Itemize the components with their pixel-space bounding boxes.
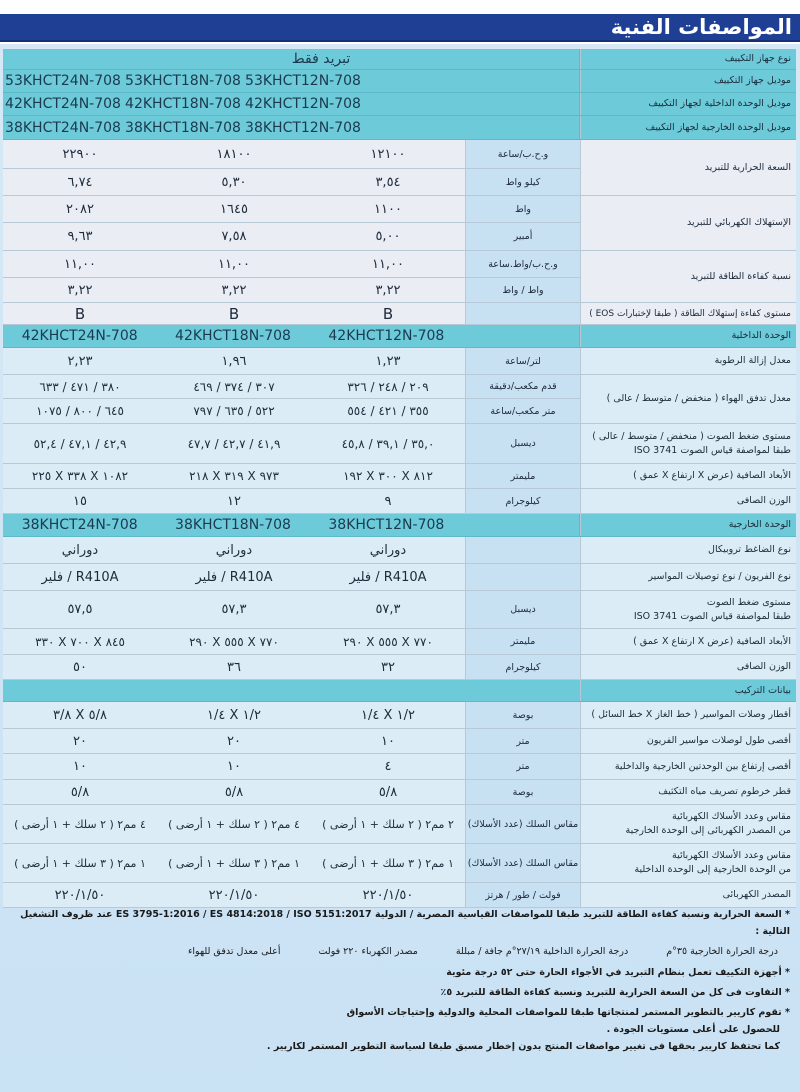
value-cell: ٥٧,٣ — [221, 602, 247, 617]
model-value: 42KHCT18N-708 — [175, 328, 291, 344]
row-label-line: مقاس وعدد الأسلاك الكهربائية — [672, 811, 791, 822]
value-cell: ٣٥,٠ / ٣٩,١ / ٤٥,٨ — [341, 436, 435, 451]
value-cell: ٦,٧٤ — [67, 174, 93, 190]
installation-section-header — [3, 680, 796, 702]
energy-grade: B — [228, 304, 240, 323]
airflow-group — [3, 375, 796, 424]
row-label: أقطار وصلات المواسير ( خط الغاز X خط السائل ) — [580, 702, 796, 728]
value-cell: ٥٢٢ / ٦٣٥ / ٧٩٧ — [193, 404, 275, 418]
value-cell: ٢٠٨٢ — [66, 201, 94, 217]
outdoor-dimensions-row — [3, 629, 796, 655]
value-cell: ٩٧٣ X ٣١٩ X ٢١٨ — [189, 469, 279, 483]
value-cell: ٤ — [384, 759, 392, 774]
value-cell: ١,٩٦ — [221, 353, 247, 369]
row-label: أقصى إرتفاع بين الوحدتين الخارجية والداخلية — [580, 754, 796, 779]
max-length-row — [3, 729, 796, 754]
unit-label: و.ح.ب/واط.ساعة — [465, 251, 580, 277]
row-label: الوزن الصافى — [580, 655, 796, 679]
type-value: تبريد فقط — [291, 51, 351, 67]
model-value: 38KHCT18N-708 — [125, 119, 241, 136]
value-cell: ٤ مم٢ ( ٢ سلك + ١ أرضى ) — [14, 817, 146, 831]
energy-grade: B — [382, 304, 394, 323]
value-cell: ٢٠ — [227, 733, 241, 749]
row-label: السعة الحرارية للتبريد — [580, 140, 796, 195]
unit-label — [465, 303, 580, 324]
row-label: موديل جهاز التكييف — [580, 70, 796, 92]
model-value: 42KHCT24N-708 — [21, 328, 138, 344]
model-value: 42KHCT18N-708 — [125, 96, 241, 112]
value-cell: ١١,٠٠ — [63, 256, 97, 272]
row-label: أقصى طول لوصلات مواسير الفريون — [580, 729, 796, 753]
unit-label: مليمتر — [465, 629, 580, 654]
unit-label: قدم مكعب/دقيقة — [465, 375, 580, 398]
model-value: 53KHCT18N-708 — [125, 73, 241, 89]
value-cell: ٧٧٠ X ٥٥٥ X ٢٩٠ — [343, 634, 433, 649]
drain-row — [3, 780, 796, 805]
row-label-line: طبقا لمواصفة قياس الصوت ISO 3741 — [633, 610, 791, 622]
note-hot-climate: * أجهزة التكييف تعمل بنظام التبريد في الأجواء الحارة حتى ٥٢ درجة مئوية — [446, 967, 790, 978]
value-cell: ٥٧,٣ — [375, 602, 401, 617]
row-label: معدل تدفق الهواء ( منخفض / متوسط / عالى ) — [580, 375, 796, 423]
energy-level-row — [3, 303, 796, 325]
row-label: المصدر الكهربائى — [580, 883, 796, 907]
section-title: الوحدة الخارجية — [580, 514, 796, 536]
note-tolerance: * التفاوت فى كل من السعة الحرارية للتبريد ونسبة كفاءة الطاقة للتبريد ٥٪ — [440, 987, 790, 998]
row-label-line: من المصدر الكهربائى إلى الوحدة الخارجية — [625, 825, 791, 836]
value-cell: ١٦٤٥ — [220, 201, 248, 217]
unit-label: متر — [465, 729, 580, 753]
value-cell: ٣٠٧ / ٣٧٤ / ٤٦٩ — [193, 379, 275, 394]
value-cell: R410A / فلير — [41, 569, 119, 585]
value-cell: ١ مم٢ ( ٣ سلك + ١ أرضى ) — [322, 856, 454, 870]
row-label — [580, 844, 796, 882]
row-label: نوع الضاغط تروبيكال — [580, 537, 796, 563]
unit-label: بوصة — [465, 780, 580, 804]
value-cell: ١/٢ X ١/٤ — [207, 707, 261, 723]
value-cell: ٥/٨ — [378, 784, 398, 800]
model-row — [3, 70, 796, 93]
unit-label: ديسبل — [465, 424, 580, 463]
wire-to-outdoor-row — [3, 805, 796, 844]
value-cell: ١١,٠٠ — [217, 256, 251, 272]
value-cell: ٩,٦٣ — [67, 229, 93, 244]
row-label: الأبعاد الصافية (عرض X ارتفاع X عمق ) — [580, 629, 796, 654]
unit-label: مقاس السلك (عدد الأسلاك) — [465, 844, 580, 882]
value-cell: ١٥ — [73, 493, 87, 509]
value-cell: ٢ مم٢ ( ٢ سلك + ١ أرضى ) — [322, 817, 454, 831]
value-cell: ٤٢,٩ / ٤٧,١ / ٥٢,٤ — [33, 436, 127, 451]
value-cell: ١١٠٠ — [374, 201, 402, 217]
model-value: 42KHCT24N-708 — [5, 96, 121, 112]
value-cell: ٧٧٠ X ٥٥٥ X ٢٩٠ — [189, 634, 279, 649]
cooling-capacity-group — [3, 140, 796, 196]
model-value: 42KHCT12N-708 — [328, 328, 445, 344]
row-label: قطر خرطوم تصريف مياه التكثيف — [580, 780, 796, 804]
operating-conditions — [10, 943, 790, 960]
value-cell: ٢٢٠/١/٥٠ — [54, 887, 106, 903]
value-cell: ٥٠ — [73, 659, 87, 675]
wire-to-indoor-row — [3, 844, 796, 883]
indoor-noise-row — [3, 424, 796, 464]
outdoor-weight-row — [3, 655, 796, 680]
value-cell: R410A / فلير — [349, 569, 427, 585]
value-cell: ٣٨٠ / ٤٧١ / ٦٣٣ — [39, 379, 121, 394]
model-value: 53KHCT24N-708 — [5, 73, 121, 89]
section-title: بيانات التركيب — [580, 680, 796, 701]
model-value: 38KHCT12N-708 — [245, 119, 361, 136]
row-label: نسبة كفاءة الطاقة للتبريد — [580, 251, 796, 302]
value-cell: R410A / فلير — [195, 569, 273, 585]
value-cell: ١٢ — [227, 493, 241, 509]
unit-label: ديسبل — [465, 591, 580, 628]
value-cell: ٣,٢٢ — [375, 282, 401, 298]
model-value: 38KHCT18N-708 — [175, 517, 291, 533]
model-value: 38KHCT24N-708 — [5, 119, 121, 136]
condition-power: مصدر الكهرباء ٢٢٠ فولت — [318, 946, 418, 957]
outdoor-model-row — [3, 116, 796, 140]
condition-airflow: أعلى معدل تدفق للهواء — [187, 946, 281, 957]
unit-label: أمبير — [465, 223, 580, 250]
value-cell: ٨٤٥ X ٧٠٠ X ٣٣٠ — [35, 634, 125, 649]
unit-label: و.ح.ب/ساعة — [465, 140, 580, 168]
page-title: المواصفات الفنية — [610, 15, 792, 39]
row-label-line: مستوى ضغط الصوت ( منخفض / متوسط / عالى ) — [592, 430, 791, 442]
value-cell: دوراني — [215, 542, 253, 558]
value-cell: ١٨١٠٠ — [216, 146, 252, 162]
row-label: معدل إزالة الرطوبة — [580, 348, 796, 374]
value-cell: ٥,٠٠ — [375, 229, 401, 244]
row-label-line: مقاس وعدد الأسلاك الكهربائية — [672, 850, 791, 861]
indoor-section-header — [3, 325, 796, 348]
value-cell: ٩ — [384, 493, 392, 509]
row-label-line: من الوحدة الخارجية إلى الوحدة الداخلية — [634, 864, 791, 875]
row-label — [580, 591, 796, 628]
spec-table — [3, 49, 796, 908]
unit-label — [465, 564, 580, 590]
value-cell: ٢,٢٣ — [67, 353, 93, 369]
row-label: الوزن الصافى — [580, 489, 796, 513]
value-cell: ٧,٥٨ — [221, 229, 247, 244]
unit-label: مقاس السلك (عدد الأسلاك) — [465, 805, 580, 843]
indoor-dimensions-row — [3, 464, 796, 489]
condition-outdoor-temp: درجة الحرارة الخارجية ٣٥°م — [666, 946, 778, 957]
value-cell: ٥/٨ — [224, 784, 244, 800]
note-development: * تقوم كاريير بالتطوير المستمر لمنتجاتها طبقا للمواصفات المحلية والدولية وإحتياجات الأسواق — [346, 1007, 790, 1018]
value-cell: ٥/٨ X ٣/٨ — [53, 707, 107, 723]
model-value: 42KHCT12N-708 — [245, 96, 361, 112]
value-cell: ١/٢ X ١/٤ — [361, 707, 415, 723]
value-cell: ١٠ — [73, 759, 87, 774]
power-source-row — [3, 883, 796, 908]
value-cell: ١١,٠٠ — [371, 256, 405, 272]
row-label: الإستهلاك الكهربائي للتبريد — [580, 196, 796, 250]
row-label — [580, 805, 796, 843]
value-cell: ٦٤٥ / ٨٠٠ / ١٠٧٥ — [36, 404, 124, 418]
row-label: مستوى كفاءة إستهلاك الطاقة ( طبقا لإختبارات EOS ) — [580, 303, 796, 324]
unit-label: متر مكعب/ساعة — [465, 399, 580, 423]
value-cell: ١,٢٣ — [375, 353, 401, 369]
unit-label: لتر/ساعة — [465, 348, 580, 374]
outdoor-section-header — [3, 514, 796, 537]
value-cell: ١ مم٢ ( ٣ سلك + ١ أرضى ) — [14, 856, 146, 870]
unit-label: واط / واط — [465, 278, 580, 302]
unit-label: متر — [465, 754, 580, 779]
value-cell: ٢٢٩٠٠ — [62, 146, 98, 162]
pipe-diameter-row — [3, 702, 796, 729]
power-consumption-group — [3, 196, 796, 251]
value-cell: ٣٢ — [381, 659, 395, 675]
value-cell: ٢٠٩ / ٢٤٨ / ٣٢٦ — [347, 379, 429, 394]
row-label: نوع الفريون / نوع توصيلات المواسير — [580, 564, 796, 590]
row-label — [580, 424, 796, 463]
value-cell: ٥,٣٠ — [221, 174, 247, 190]
footnotes — [10, 906, 790, 1055]
dehumidification-row — [3, 348, 796, 375]
value-cell: ٢٢٠/١/٥٠ — [208, 887, 260, 903]
value-cell: ١٠ — [381, 733, 395, 749]
unit-label: بوصة — [465, 702, 580, 728]
section-title: الوحدة الداخلية — [580, 325, 796, 347]
value-cell: ٢٢٠/١/٥٠ — [362, 887, 414, 903]
condition-indoor-temp: درجة الحرارة الداخلية ٢٧/١٩°م جافة / مبللة — [455, 946, 629, 957]
value-cell: ٣,٥٤ — [375, 174, 401, 190]
unit-label: فولت / طور / هرتز — [465, 883, 580, 907]
unit-label: مليمتر — [465, 464, 580, 488]
unit-label — [465, 537, 580, 563]
value-cell: ٢٠ — [73, 733, 87, 749]
row-label: موديل الوحدة الداخلية لجهاز التكييف — [580, 93, 796, 115]
value-cell: ١٢١٠٠ — [370, 146, 406, 162]
row-label: نوع جهاز التكييف — [580, 49, 796, 69]
unit-label: كيلو واط — [465, 169, 580, 195]
unit-label: كيلوجرام — [465, 655, 580, 679]
refrigerant-row — [3, 564, 796, 591]
value-cell: ٣٦ — [227, 659, 241, 675]
value-cell: دوراني — [61, 542, 99, 558]
row-label: موديل الوحدة الخارجية لجهاز التكييف — [580, 116, 796, 139]
value-cell: ٣٥٥ / ٤٢١ / ٥٥٤ — [347, 404, 429, 418]
row-label-line: مستوى ضغط الصوت — [706, 596, 791, 608]
value-cell: ٤١,٩ / ٤٢,٧ / ٤٧,٧ — [187, 436, 281, 451]
value-cell: ١٠ — [227, 759, 241, 774]
compressor-row — [3, 537, 796, 564]
value-cell: ٥/٨ — [70, 784, 90, 800]
row-label-line: طبقا لمواصفة قياس الصوت ISO 3741 — [633, 444, 791, 456]
value-cell: دوراني — [369, 542, 407, 558]
type-row — [3, 49, 796, 70]
note-standards: * السعة الحرارية ونسبة كفاءة الطاقة للتبريد طبقا للمواصفات القياسية المصرية / الدولية ES 3795-1:2016 / ES 4814:2018 / ISO 5151:2017 عند ظروف التشغيل التالية : — [20, 909, 790, 937]
row-label: الأبعاد الصافية (عرض X ارتفاع X عمق ) — [580, 464, 796, 488]
efficiency-group — [3, 251, 796, 303]
note-development-line2: للحصول على أعلى مستويات الجودة . — [606, 1024, 780, 1035]
value-cell: ٤ مم٢ ( ٢ سلك + ١ أرضى ) — [168, 817, 300, 831]
outdoor-noise-row — [3, 591, 796, 629]
indoor-model-row — [3, 93, 796, 116]
title-bar — [0, 14, 800, 42]
energy-grade: B — [74, 304, 86, 323]
value-cell: ١٠٨٢ X ٣٣٨ X ٢٢٥ — [31, 469, 129, 483]
value-cell: ٥٧,٥ — [67, 602, 93, 617]
model-value: 38KHCT24N-708 — [21, 517, 138, 533]
value-cell: ٣,٢٢ — [221, 282, 247, 298]
value-cell: ١ مم٢ ( ٣ سلك + ١ أرضى ) — [168, 856, 300, 870]
max-height-row — [3, 754, 796, 780]
indoor-weight-row — [3, 489, 796, 514]
value-cell: ٣,٢٢ — [67, 282, 93, 298]
model-value: 53KHCT12N-708 — [245, 73, 361, 89]
unit-label: واط — [465, 196, 580, 222]
note-development-line3: كما تحتفظ كاريير بحقها فى تغيير مواصفات المنتج بدون إخطار مسبق طبقا لسياسة التطوير المستمر لكاريير . — [266, 1041, 780, 1052]
unit-label: كيلوجرام — [465, 489, 580, 513]
value-cell: ٨١٢ X ٣٠٠ X ١٩٢ — [343, 469, 433, 483]
model-value: 38KHCT12N-708 — [328, 517, 445, 533]
